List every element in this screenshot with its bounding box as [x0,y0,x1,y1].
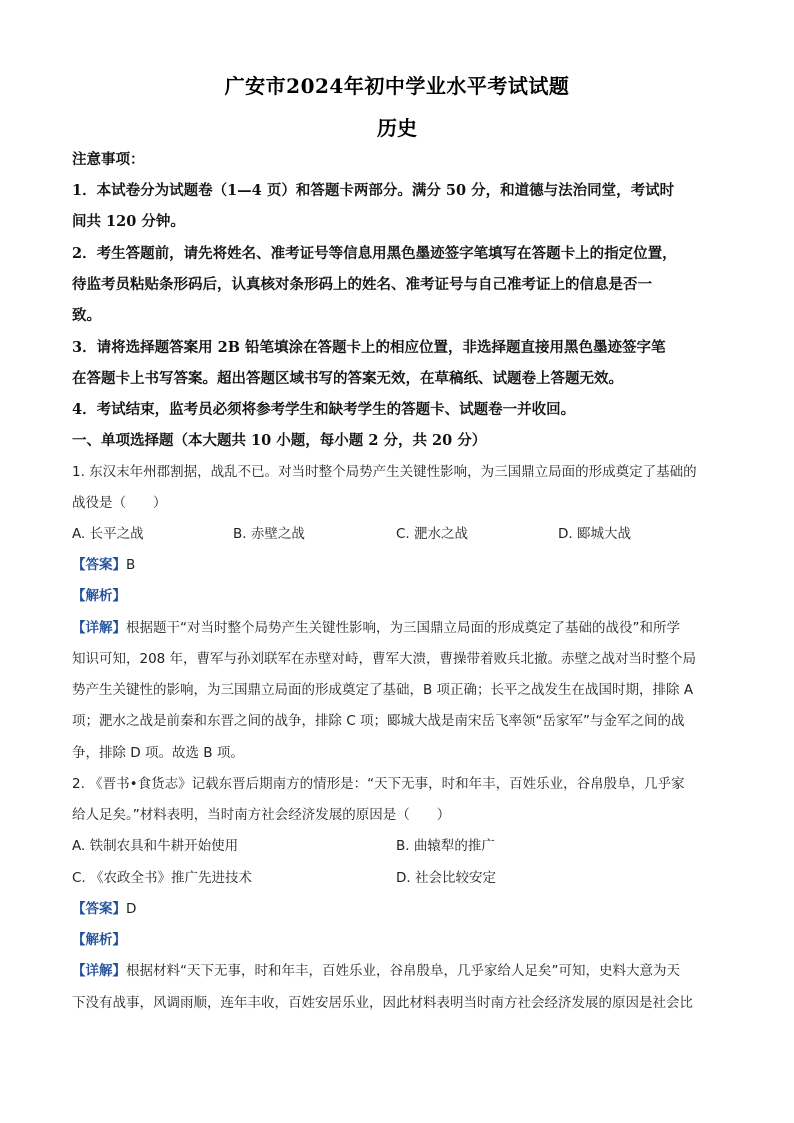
notice-line: 3．请将选择题答案用 2B 铅笔填涂在答题卡上的相应位置，非选择题直接用黑色墨迹签字笔 [72,339,666,356]
answer-line [72,894,136,925]
notice-line: 2．考生答题前，请先将姓名、准考证号等信息用黑色墨迹签字笔填写在答题卡上的指定位置， [72,245,677,262]
detail-line: 势产生关键性的影响，为三国鼎立局面的形成奠定了基础，B 项正确；长平之战发生在战国时期，排除 A [72,682,694,698]
option-c: C. 淝水之战 [396,526,469,542]
detail-text: 根据材料“天下无事，时和年丰，百姓乐业，谷帛殷阜，几乎家给人足矣”可知，史料大意为天 [126,963,680,979]
analysis-line [72,581,126,612]
detail-line: 知识可知，208 年，曹军与孙刘联军在赤壁对峙，曹军大溃，曹操带着败兵北撤。赤壁之战对当时整个局 [72,651,697,667]
question-stem: 战役是（ ） [72,495,167,511]
answer-value: B [126,557,136,573]
question-stem: 给人足矣。”材料表明，当时南方社会经济发展的原因是（ ） [72,807,451,823]
option-c: C. 《农政全书》推广先进技术 [72,870,253,886]
answer-label: 【答案】 [72,901,126,917]
detail-line: 下没有战事，风调雨顺，连年丰收，百姓安居乐业，因此材料表明当时南方社会经济发展的原因是社会比 [72,995,693,1011]
analysis-label: 【解析】 [72,932,126,948]
option-d: D. 社会比较安定 [396,870,496,886]
detail-label: 【详解】 [72,620,126,636]
detail-label: 【详解】 [72,963,126,979]
answer-line [72,550,135,581]
answer-value: D [126,901,137,917]
detail-line [72,956,724,987]
option-b: B. 曲辕犁的推广 [396,838,495,854]
notice-line: 致。 [72,307,101,324]
detail-line: 争，排除 D 项。故选 B 项。 [72,745,244,761]
answer-label: 【答案】 [72,557,126,573]
detail-text: 根据题干“对当时整个局势产生关键性影响，为三国鼎立局面的形成奠定了基础的战役”和所学 [126,620,680,636]
question-stem: 2. 《晋书•食货志》记载东晋后期南方的情形是：“天下无事，时和年丰，百姓乐业，谷帛殷阜，几乎家 [72,776,685,792]
notice-line: 1．本试卷分为试题卷（1—4 页）和答题卡两部分。满分 50 分，和道德与法治同堂，考试时 [72,182,675,199]
option-d: D. 郾城大战 [558,526,631,542]
notice-line: 间共 120 分钟。 [72,213,185,230]
option-b: B. 赤壁之战 [233,526,305,542]
section-heading: 一、单项选择题（本大题共 10 小题，每小题 2 分，共 20 分） [72,432,487,449]
question-stem: 1. 东汉末年州郡割据，战乱不已。对当时整个局势产生关键性影响，为三国鼎立局面的形成奠定了基础的 [72,464,697,480]
option-a: A. 铁制农具和牛耕开始使用 [72,838,239,854]
subject-title: 历史 [377,116,417,140]
notice-line: 4．考试结束，监考员必须将参考学生和缺考学生的答题卡、试题卷一并收回。 [72,401,576,418]
analysis-label: 【解析】 [72,588,126,604]
notice-line: 待监考员粘贴条形码后，认真核对条形码上的姓名、准考证号与自己准考证上的信息是否一 [72,276,652,293]
option-a: A. 长平之战 [72,526,144,542]
detail-line [72,613,724,644]
analysis-line [72,925,126,956]
notice-line: 在答题卡上书写答案。超出答题区域书写的答案无效，在草稿纸、试题卷上答题无效。 [72,370,623,387]
notice-heading: 注意事项： [72,151,145,168]
detail-line: 项；淝水之战是前秦和东晋之间的战争，排除 C 项；郾城大战是南宋岳飞率领“岳家军”与金军之间的战 [72,713,685,729]
exam-title: 广安市2024年初中学业水平考试试题 [224,74,570,98]
